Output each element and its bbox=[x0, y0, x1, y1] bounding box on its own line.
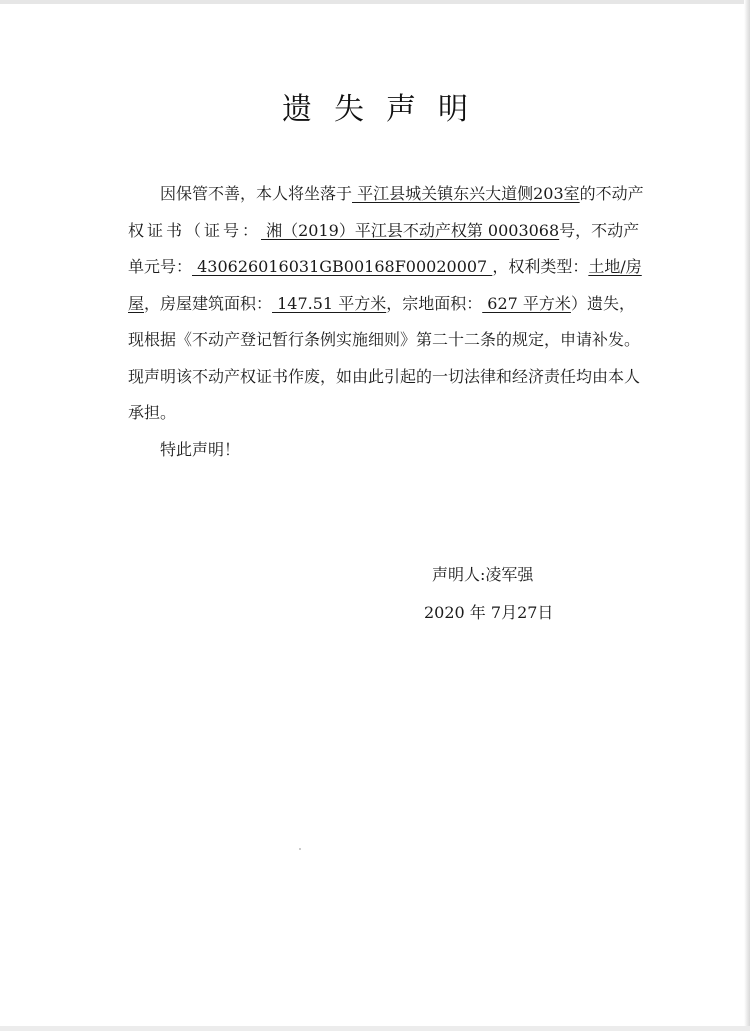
declarant-signature: 声明人:凌军强 bbox=[432, 565, 534, 584]
text-segment: 的不动 bbox=[579, 184, 628, 203]
right-type: 土地/房屋 bbox=[128, 257, 642, 313]
text-segment: ，宗地面积： bbox=[386, 293, 483, 313]
text-segment: 产权证书（证号： bbox=[128, 184, 647, 240]
declaration-body bbox=[128, 176, 648, 468]
closing-statement: 特此声明！ bbox=[160, 439, 241, 459]
land-area: 627 平方米 bbox=[482, 293, 571, 313]
text-segment: ，房屋建筑面积： bbox=[144, 293, 273, 313]
scan-edge-bottom bbox=[0, 1026, 750, 1031]
text-segment: 因保管不善，本人将坐落于 bbox=[160, 184, 353, 203]
scan-speck bbox=[299, 848, 301, 850]
unit-number: 430626016031GB00168F00020007 bbox=[192, 257, 493, 276]
declaration-date: 2020 年 7月27日 bbox=[424, 603, 554, 622]
page-title: 遗失声明 bbox=[282, 92, 490, 127]
certificate-number: 湘（2019）平江县不动产权第 0003068 bbox=[261, 220, 560, 240]
building-area: 147.51 平方米 bbox=[272, 293, 387, 313]
text-segment: 号，不动产单元号： bbox=[128, 220, 640, 276]
declaration-paragraph bbox=[128, 176, 648, 432]
property-location: 平江县城关镇东兴大道侧203室 bbox=[352, 184, 580, 203]
text-segment: ）遗失，现根据《不动产登记暂行条例实施细则》第二十二条的规定，申请补发。现声明该不动产权证书作废，如由此引起的一切法律和经济责任均由本人承担。 bbox=[128, 293, 641, 422]
text-segment: ，权利类型： bbox=[492, 257, 589, 276]
scan-edge-top bbox=[0, 0, 750, 4]
scan-edge-right bbox=[744, 0, 750, 1031]
